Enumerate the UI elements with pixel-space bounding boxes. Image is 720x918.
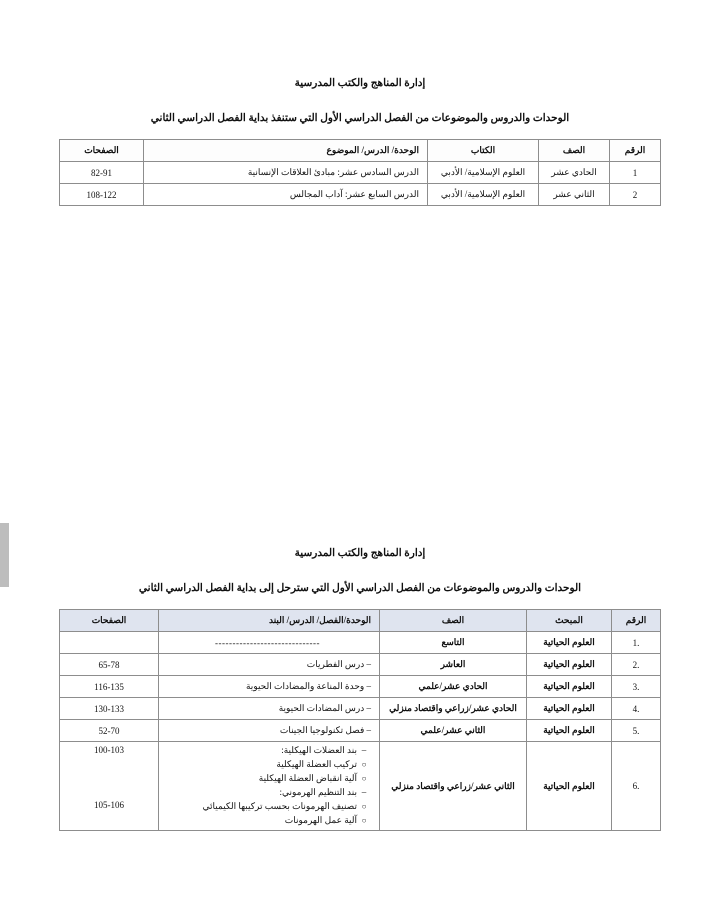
cell-subject: العلوم الحياتية bbox=[527, 742, 612, 831]
unit-item-label: آلية عمل الهرمونات bbox=[284, 814, 357, 825]
pages-first: 100-103 bbox=[94, 745, 124, 756]
section-two-heading-main: إدارة المناهج والكتب المدرسية bbox=[294, 548, 426, 559]
unit-item-label: تركيب العضلة الهيكلية bbox=[276, 759, 357, 770]
section-two bbox=[0, 548, 720, 831]
table-implemented-lessons bbox=[59, 139, 661, 206]
circle-bullet-icon: ○ bbox=[361, 815, 367, 825]
pages-stack bbox=[65, 744, 153, 828]
col-header-topic: الوحدة/ الدرس/ الموضوع bbox=[144, 140, 428, 162]
col-header-subject: المبحث bbox=[527, 610, 612, 632]
unit-list-item bbox=[164, 800, 371, 814]
cell-number: 5. bbox=[612, 720, 661, 742]
cell-pages: 82-91 bbox=[60, 162, 144, 184]
section-one-heading-main: إدارة المناهج والكتب المدرسية bbox=[294, 78, 426, 89]
cell-grade: العاشر bbox=[380, 654, 527, 676]
table-row bbox=[60, 676, 661, 698]
unit-bullet-list bbox=[164, 744, 371, 828]
cell-grade: الحادي عشر bbox=[539, 162, 610, 184]
cell-subject: العلوم الحياتية bbox=[527, 720, 612, 742]
col-header-book: الكتاب bbox=[428, 140, 539, 162]
table-row bbox=[60, 184, 661, 206]
unit-item-label: بند العضلات الهيكلية: bbox=[281, 745, 357, 756]
pages-second: 105-106 bbox=[94, 800, 124, 811]
cell-subject: العلوم الحياتية bbox=[527, 632, 612, 654]
table-header-row bbox=[60, 610, 661, 632]
section-one-heading-sub: الوحدات والدروس والموضوعات من الفصل الدراسي الأول التي ستنفذ بداية الفصل الدراسي الثاني bbox=[150, 112, 570, 124]
unit-item-label: تصنيف الهرمونات بحسب تركيبها الكيميائي bbox=[202, 800, 357, 811]
table-row bbox=[60, 654, 661, 676]
cell-unit bbox=[159, 632, 380, 654]
col-header-grade: الصف bbox=[380, 610, 527, 632]
cell-unit: – وحدة المناعة والمضادات الحيوية bbox=[159, 676, 380, 698]
dashed-placeholder: ------------------------------ bbox=[215, 637, 320, 648]
col-header-pages: الصفحات bbox=[60, 610, 159, 632]
cell-subject: العلوم الحياتية bbox=[527, 676, 612, 698]
cell-book: العلوم الإسلامية/ الأدبي bbox=[428, 184, 539, 206]
cell-pages: 116-135 bbox=[60, 676, 159, 698]
cell-grade: الحادي عشر/زراعي واقتصاد منزلي bbox=[380, 698, 527, 720]
cell-grade: الحادي عشر/علمي bbox=[380, 676, 527, 698]
table-header-row bbox=[60, 140, 661, 162]
table-row bbox=[60, 698, 661, 720]
cell-grade: الثاني عشر/زراعي واقتصاد منزلي bbox=[380, 742, 527, 831]
unit-list-item bbox=[164, 814, 371, 828]
unit-list-item bbox=[164, 786, 371, 800]
cell-number: 3. bbox=[612, 676, 661, 698]
cell-grade: التاسع bbox=[380, 632, 527, 654]
cell-unit-list bbox=[159, 742, 380, 831]
dash-bullet-icon: – bbox=[361, 745, 367, 756]
col-header-number: الرقم bbox=[610, 140, 661, 162]
table-row bbox=[60, 632, 661, 654]
table-postponed-lessons bbox=[59, 609, 661, 831]
table-row bbox=[60, 162, 661, 184]
cell-pages: 52-70 bbox=[60, 720, 159, 742]
cell-book: العلوم الإسلامية/ الأدبي bbox=[428, 162, 539, 184]
cell-subject: العلوم الحياتية bbox=[527, 698, 612, 720]
col-header-number: الرقم bbox=[612, 610, 661, 632]
table-row bbox=[60, 720, 661, 742]
cell-number: 2. bbox=[612, 654, 661, 676]
unit-list-item bbox=[164, 772, 371, 786]
cell-topic: الدرس السادس عشر: مبادئ العلاقات الإنسانية bbox=[144, 162, 428, 184]
cell-subject: العلوم الحياتية bbox=[527, 654, 612, 676]
cell-number: 2 bbox=[610, 184, 661, 206]
circle-bullet-icon: ○ bbox=[361, 801, 367, 811]
cell-pages-group bbox=[60, 742, 159, 831]
cell-topic: الدرس السابع عشر: آداب المجالس bbox=[144, 184, 428, 206]
unit-item-label: بند التنظيم الهرموني: bbox=[279, 787, 357, 797]
cell-unit: – فصل تكنولوجيا الجينات bbox=[159, 720, 380, 742]
cell-unit: – درس الفطريات bbox=[159, 654, 380, 676]
cell-pages: 65-78 bbox=[60, 654, 159, 676]
circle-bullet-icon: ○ bbox=[361, 760, 367, 770]
cell-number: 1 bbox=[610, 162, 661, 184]
circle-bullet-icon: ○ bbox=[361, 774, 367, 784]
unit-list-item bbox=[164, 758, 371, 772]
cell-pages: 130-133 bbox=[60, 698, 159, 720]
unit-list-item bbox=[164, 744, 371, 758]
dash-bullet-icon: – bbox=[361, 787, 367, 797]
col-header-grade: الصف bbox=[539, 140, 610, 162]
cell-grade: الثاني عشر/علمي bbox=[380, 720, 527, 742]
section-one bbox=[0, 78, 720, 206]
cell-grade: الثاني عشر bbox=[539, 184, 610, 206]
table-row bbox=[60, 742, 661, 831]
unit-item-label: آلية انقباض العضلة الهيكلية bbox=[258, 773, 357, 784]
section-two-heading-sub: الوحدات والدروس والموضوعات من الفصل الدراسي الأول التي سترحل إلى بداية الفصل الدراسي الثاني bbox=[138, 582, 582, 594]
col-header-pages: الصفحات bbox=[60, 140, 144, 162]
cell-number: 4. bbox=[612, 698, 661, 720]
col-header-unit: الوحدة/الفصل/ الدرس/ البند bbox=[159, 610, 380, 632]
cell-pages: 108-122 bbox=[60, 184, 144, 206]
cell-unit: – درس المضادات الحيوية bbox=[159, 698, 380, 720]
cell-pages bbox=[60, 632, 159, 654]
cell-number: 1. bbox=[612, 632, 661, 654]
cell-number: 6. bbox=[612, 742, 661, 831]
